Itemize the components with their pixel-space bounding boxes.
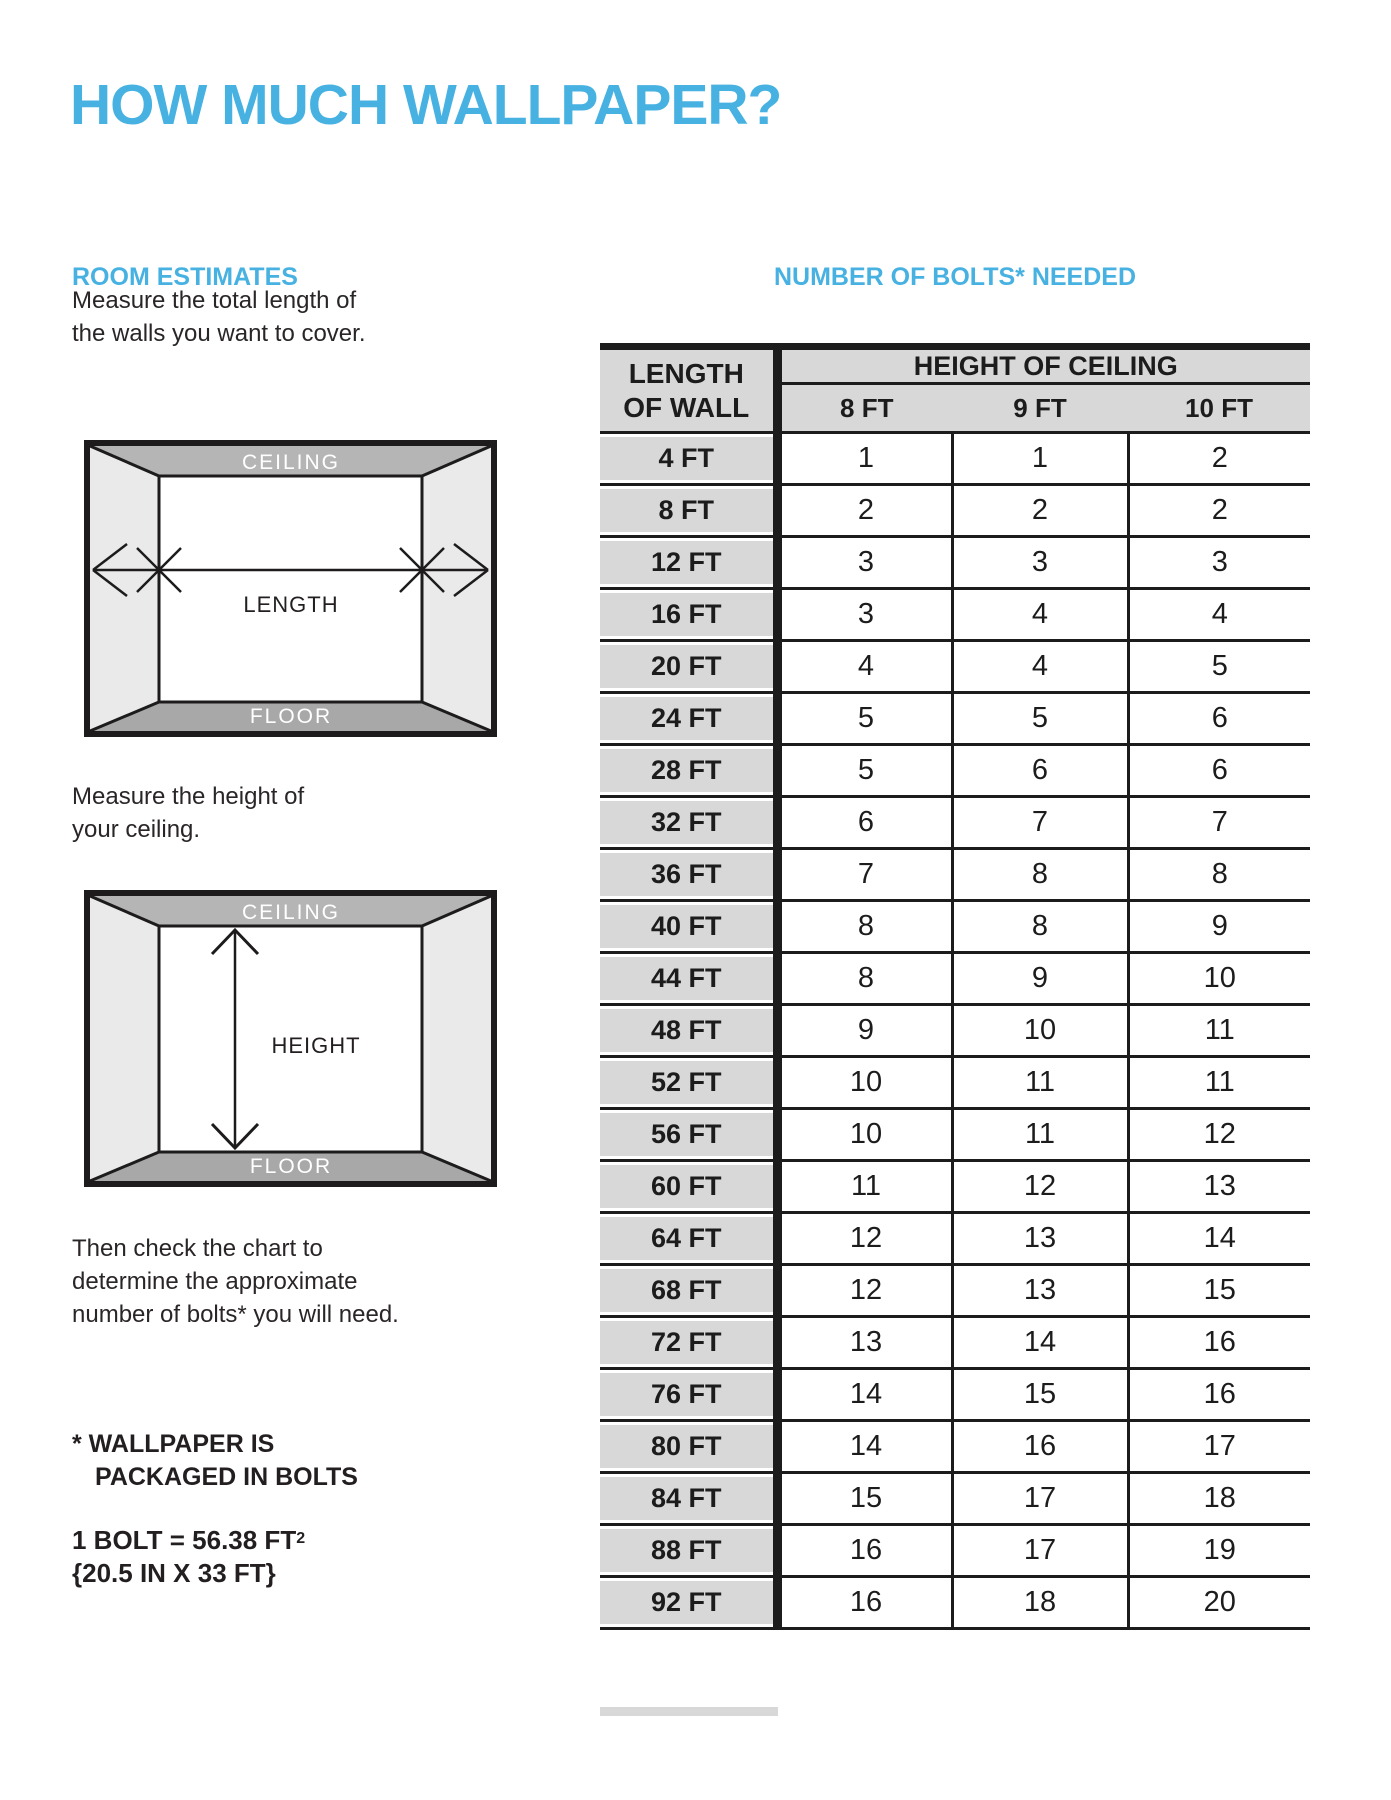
bolt-count-cell: 11 [952,1057,1128,1109]
row-label: 80 FT [600,1421,777,1473]
bolt-count-cell: 16 [1128,1317,1310,1369]
table-row [600,1525,1310,1577]
bolt-size-line: 1 BOLT = 56.38 $FT^2$ [72,1525,306,1555]
table-row [600,1213,1310,1265]
right-wall-surface [422,896,491,1181]
header-line: OF WALL [623,391,750,423]
bolt-count-cell: 20 [1128,1577,1310,1629]
bolts-table [600,343,1310,1630]
bolt-count-cell: 3 [777,589,952,641]
right-wall-surface [422,446,491,731]
table-header-row [600,347,1310,384]
bolt-count-cell: 10 [952,1005,1128,1057]
bolt-count-cell: 7 [777,849,952,901]
row-label: 76 FT [600,1369,777,1421]
bolt-count-cell: 15 [952,1369,1128,1421]
bolt-count-cell: 16 [952,1421,1128,1473]
length-of-wall-header [600,347,777,433]
bolt-count-cell: 2 [952,485,1128,537]
table-row [600,1317,1310,1369]
bolt-count-cell: 13 [952,1265,1128,1317]
row-label: 32 FT [600,797,777,849]
bolt-count-cell: 17 [952,1473,1128,1525]
bolt-count-cell: 5 [777,693,952,745]
floor-label: FLOOR [249,705,333,728]
table-row [600,537,1310,589]
bolt-count-cell: 11 [1128,1057,1310,1109]
row-label: 52 FT [600,1057,777,1109]
left-wall-surface [90,446,159,731]
bolt-count-cell: 14 [777,1421,952,1473]
bolt-count-cell: 6 [952,745,1128,797]
bolt-count-cell: 13 [1128,1161,1310,1213]
bolt-count-cell: 3 [952,537,1128,589]
bolt-count-cell: 11 [1128,1005,1310,1057]
table-gray-tail [600,1707,778,1716]
squared-superscript: 2 [296,1530,306,1547]
measure-height-paragraph [72,780,304,846]
measure-length-paragraph [72,284,365,350]
bolt-count-cell: 2 [1128,433,1310,485]
ceiling-label: CEILING [241,901,341,924]
height-of-ceiling-header: HEIGHT OF CEILING [777,347,1310,384]
left-wall-surface [90,896,159,1181]
bolt-count-cell: 12 [952,1161,1128,1213]
bolt-count-cell: 4 [952,641,1128,693]
table-row [600,849,1310,901]
table-row [600,1265,1310,1317]
bolt-count-cell: 7 [952,797,1128,849]
bolt-count-cell: 9 [952,953,1128,1005]
row-label: 20 FT [600,641,777,693]
bolt-count-cell: 15 [777,1473,952,1525]
row-label: 44 FT [600,953,777,1005]
bolt-count-cell: 15 [1128,1265,1310,1317]
bolt-count-cell: 2 [777,485,952,537]
header-line: LENGTH [628,357,744,389]
bolt-count-cell: 4 [952,589,1128,641]
row-label: 4 FT [600,433,777,485]
back-wall [159,476,422,702]
bolt-count-cell: 5 [1128,641,1310,693]
paragraph-line: determine the approximate [72,1268,358,1295]
paragraph-line: number of bolts* you will need. [72,1301,399,1328]
bolt-count-cell: 1 [952,433,1128,485]
bolt-count-cell: 16 [777,1577,952,1629]
bolt-count-cell: 11 [777,1161,952,1213]
paragraph-line: your ceiling. [72,816,201,843]
row-label: 56 FT [600,1109,777,1161]
table-row [600,485,1310,537]
col-header-9ft: 9 FT [952,384,1128,433]
bolt-count-cell: 14 [952,1317,1128,1369]
bolt-count-cell: 10 [1128,953,1310,1005]
table-row [600,1421,1310,1473]
bolt-count-cell: 8 [777,901,952,953]
bolt-count-cell: 11 [952,1109,1128,1161]
bolt-count-cell: 8 [952,901,1128,953]
bolt-count-cell: 9 [1128,901,1310,953]
row-label: 12 FT [600,537,777,589]
table-row [600,953,1310,1005]
bolt-table-body [600,347,1310,1629]
bolt-count-cell: 18 [1128,1473,1310,1525]
bolt-count-cell: 17 [952,1525,1128,1577]
bolt-count-cell: 12 [777,1213,952,1265]
table-row [600,641,1310,693]
bolt-count-cell: 17 [1128,1421,1310,1473]
bolt-count-cell: 5 [777,745,952,797]
row-label: 36 FT [600,849,777,901]
bolt-count-cell: 1 [777,433,952,485]
footnote-line: * WALLPAPER IS [72,1430,275,1458]
row-label: 24 FT [600,693,777,745]
paragraph-line: Then check the chart to [72,1235,323,1262]
bolts-footnote [72,1428,358,1494]
table-row [600,1577,1310,1629]
table-row [600,1161,1310,1213]
table-row [600,1005,1310,1057]
row-label: 68 FT [600,1265,777,1317]
bolt-count-cell: 13 [952,1213,1128,1265]
bolt-count-cell: 16 [777,1525,952,1577]
paragraph-line: Measure the height of [72,783,305,810]
bolt-count-cell: 13 [777,1317,952,1369]
bolt-count-cell: 6 [777,797,952,849]
bolt-count-cell: 8 [952,849,1128,901]
row-label: 28 FT [600,745,777,797]
bolt-count-cell: 10 [777,1109,952,1161]
bolt-count-cell: 6 [1128,693,1310,745]
bolt-count-cell: 4 [777,641,952,693]
bolt-count-cell: 12 [777,1265,952,1317]
bolt-count-cell: 6 [1128,745,1310,797]
bolts-needed-heading: NUMBER OF BOLTS* NEEDED [773,263,1137,291]
bolt-count-cell: 3 [1128,537,1310,589]
col-header-10ft: 10 FT [1128,384,1310,433]
page-title: HOW MUCH WALLPAPER? [70,73,782,137]
row-label: 8 FT [600,485,777,537]
bolt-count-cell: 3 [777,537,952,589]
table-row [600,589,1310,641]
ceiling-label: CEILING [241,451,341,474]
bolt-count-cell: 7 [1128,797,1310,849]
bolt-count-cell: 14 [777,1369,952,1421]
bolt-count-cell: 12 [1128,1109,1310,1161]
row-label: 60 FT [600,1161,777,1213]
room-length-diagram [84,440,497,737]
bolt-count-cell: 16 [1128,1369,1310,1421]
paragraph-line: the walls you want to cover. [72,320,366,347]
bolt-count-cell: 8 [1128,849,1310,901]
bolt-dimensions-line: {20.5 IN X 33 FT} [72,1558,276,1588]
height-label: HEIGHT [271,1033,361,1058]
row-label: 40 FT [600,901,777,953]
length-label: LENGTH [243,592,339,617]
bolt-count-cell: 10 [777,1057,952,1109]
row-label: 88 FT [600,1525,777,1577]
table-row [600,901,1310,953]
row-label: 72 FT [600,1317,777,1369]
table-row [600,745,1310,797]
footnote-line: PACKAGED IN BOLTS [95,1463,358,1491]
room-height-diagram [84,890,497,1187]
row-label: 84 FT [600,1473,777,1525]
paragraph-line: Measure the total length of [72,287,357,314]
table-row [600,433,1310,485]
check-chart-paragraph [72,1232,399,1331]
table-row [600,1109,1310,1161]
table-row [600,1057,1310,1109]
bolt-count-cell: 19 [1128,1525,1310,1577]
table-row [600,693,1310,745]
bolt-count-cell: 4 [1128,589,1310,641]
floor-label: FLOOR [249,1155,333,1178]
bolts-table-container [600,343,1310,1630]
bolt-count-cell: 18 [952,1577,1128,1629]
bolt-count-cell: 14 [1128,1213,1310,1265]
row-label: 48 FT [600,1005,777,1057]
row-label: 16 FT [600,589,777,641]
bolt-equation [72,1522,305,1590]
table-row [600,797,1310,849]
bolt-count-cell: 5 [952,693,1128,745]
table-row [600,1473,1310,1525]
row-label: 92 FT [600,1577,777,1629]
bolt-count-cell: 9 [777,1005,952,1057]
bolt-count-cell: 8 [777,953,952,1005]
bolt-count-cell: 2 [1128,485,1310,537]
room-estimates-heading: ROOM ESTIMATES [72,263,298,291]
table-row [600,1369,1310,1421]
col-header-8ft: 8 FT [777,384,952,433]
row-label: 64 FT [600,1213,777,1265]
